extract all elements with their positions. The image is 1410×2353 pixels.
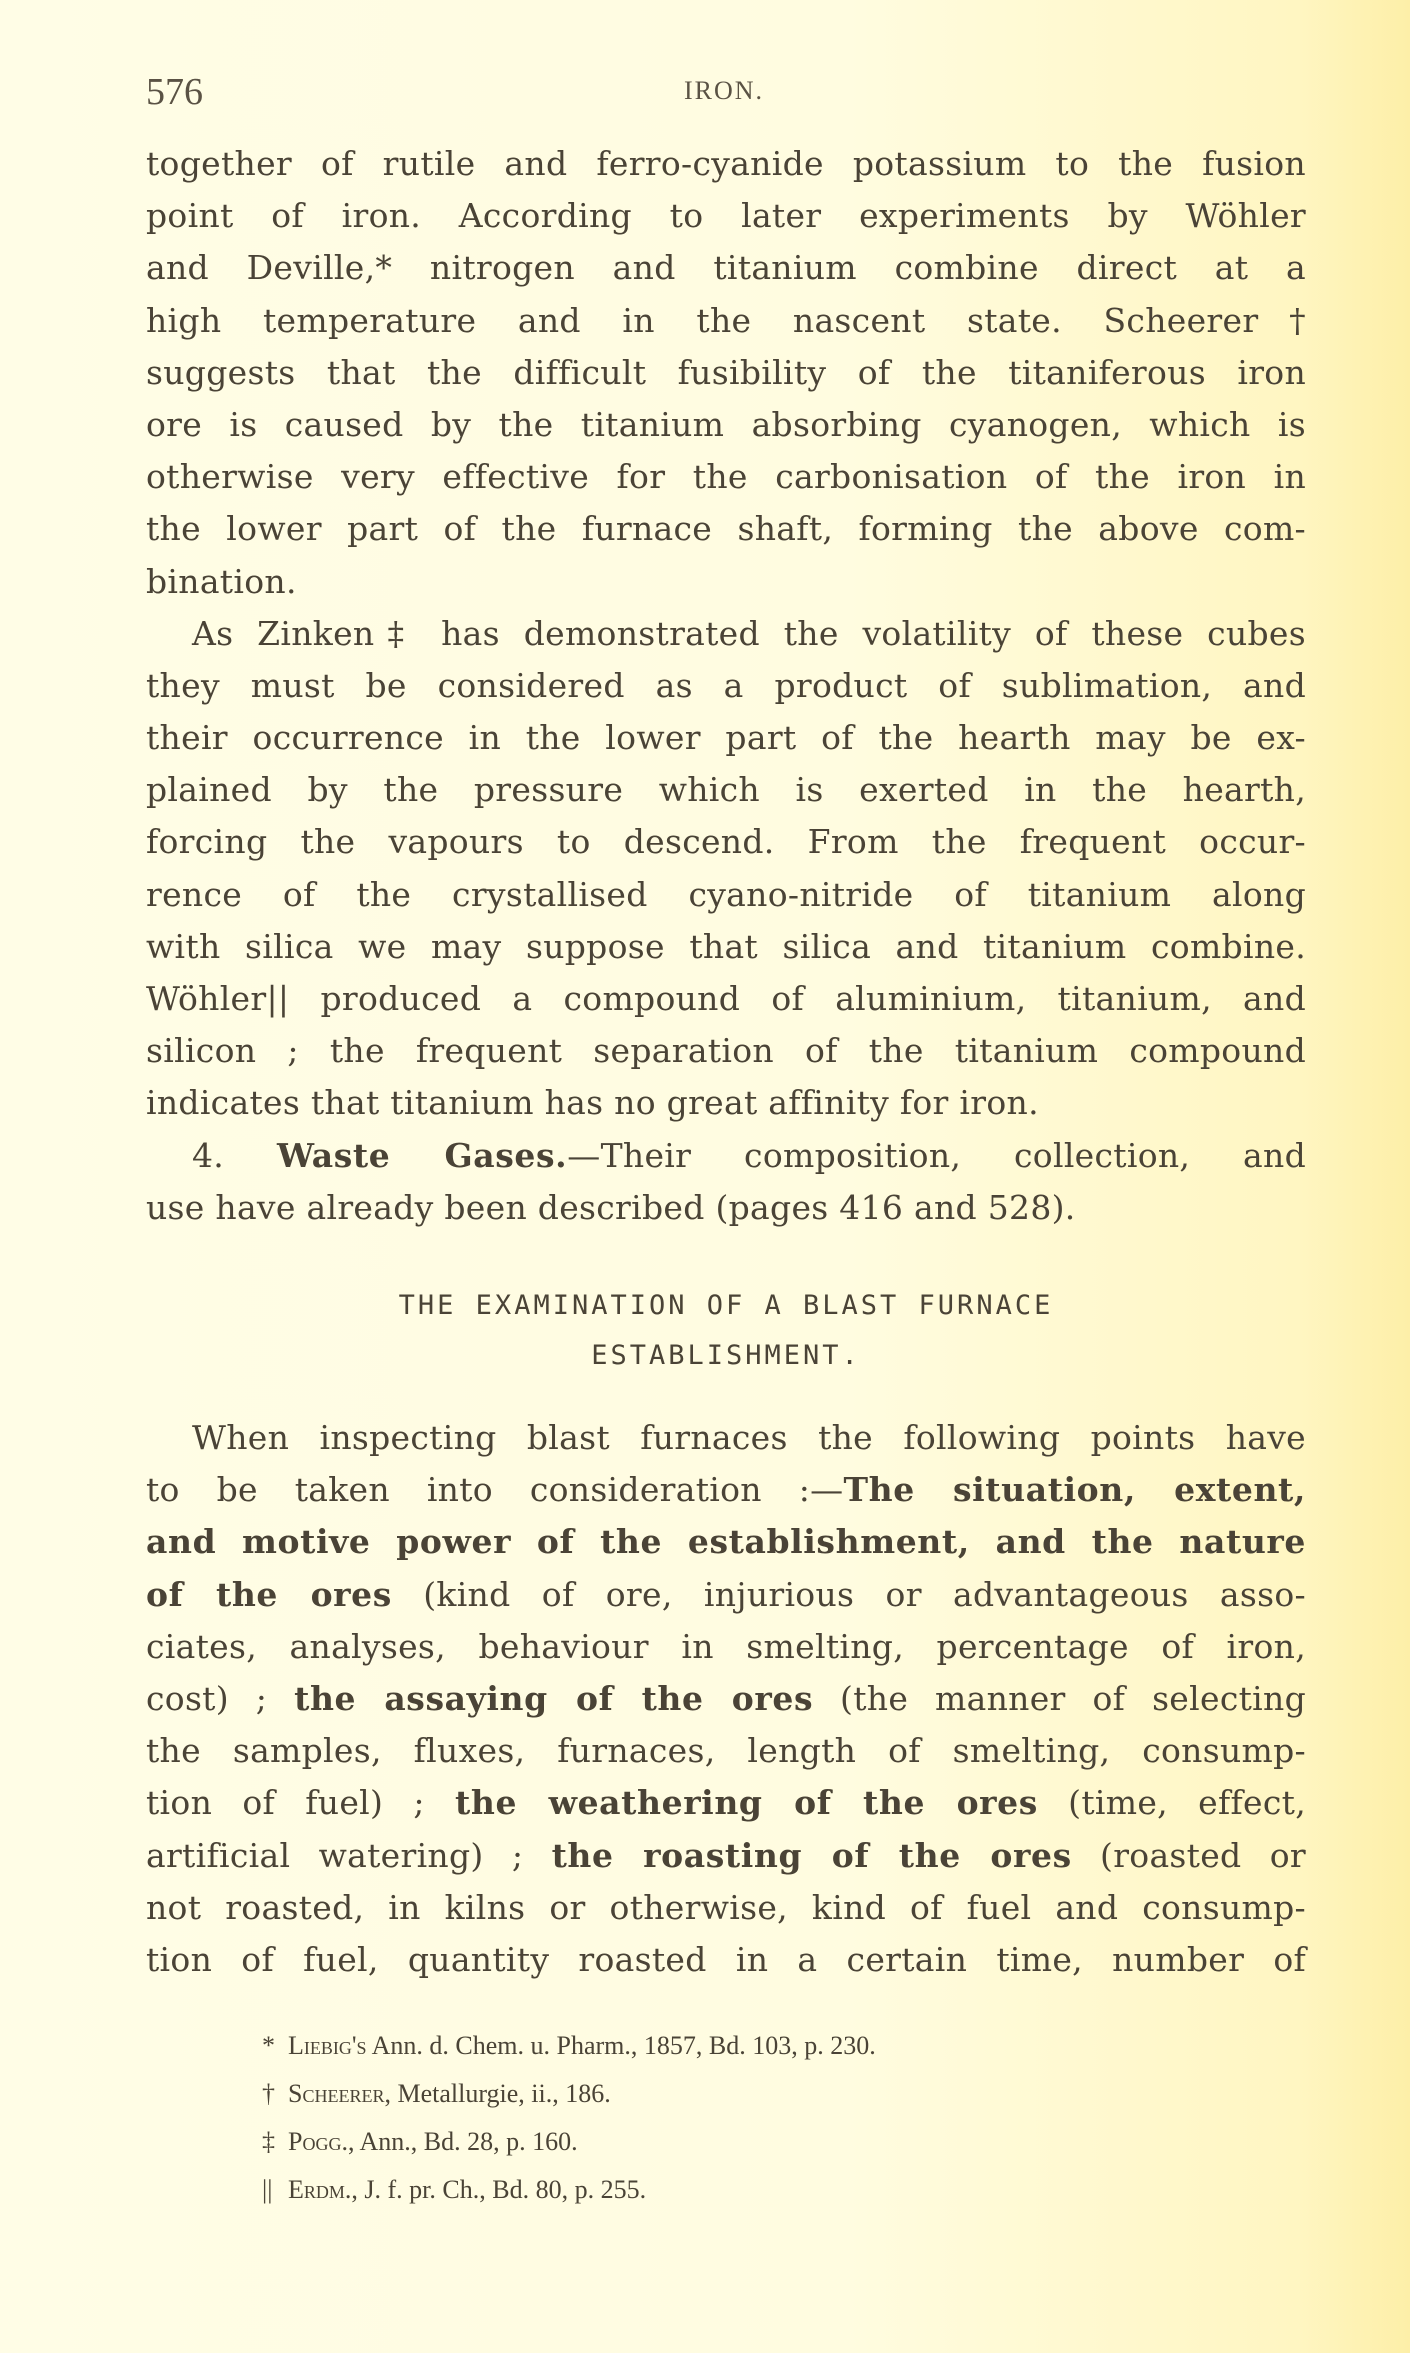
footnotes — [262, 2022, 1262, 2214]
footnote — [262, 2022, 1262, 2070]
body-text-lower — [146, 1412, 1306, 1986]
text-line: tion of fuel, quantity roasted in a certain time, number of — [146, 1939, 1306, 1979]
footnote-mark: ‡ — [262, 2127, 275, 2156]
text-line: their occurrence in the lower part of the hearth may be ex- — [146, 718, 1306, 758]
text-line: together of rutile and ferro-cyanide potassium to the fusion — [146, 144, 1306, 183]
text-run: (the manner of selecting — [813, 1678, 1306, 1718]
footnote-mark: * — [262, 2031, 275, 2060]
text-line — [146, 1464, 1306, 1516]
emphasis-run: the roasting of the ores — [551, 1835, 1072, 1875]
text-line: silicon ; the frequent separation of the titanium compound — [146, 1031, 1306, 1071]
text-line — [146, 1130, 1306, 1182]
text-line: otherwise very effective for the carbonisation of the iron in — [146, 457, 1306, 497]
footnote — [262, 2166, 1262, 2214]
text-line: plained by the pressure which is exerted in the hearth, — [146, 770, 1306, 810]
text-run: (roasted or — [1071, 1835, 1307, 1875]
running-title: IRON. — [683, 76, 765, 105]
section-heading: THE EXAMINATION OF A BLAST FURNACE — [398, 1290, 1054, 1321]
text-run: (time, effect, — [1037, 1783, 1307, 1823]
text-line: As Zinken‡ has demonstrated the volatility of these cubes — [192, 613, 1306, 653]
text-line: forcing the vapours to descend. From the frequent occur- — [146, 822, 1306, 862]
footnote-text: , Ann., Bd. 28, p. 160. — [347, 2127, 578, 2156]
text-run: to be taken into consideration :— — [146, 1470, 844, 1510]
text-line: point of iron. According to later experiments by Wöhler — [146, 196, 1306, 236]
footnote-author: Pogg. — [288, 2127, 348, 2156]
paragraph-waste-gases — [146, 1130, 1306, 1234]
text-line: ciates, analyses, behaviour in smelting, percentage of iron, — [146, 1626, 1306, 1666]
footnote — [262, 2070, 1262, 2118]
page-number: 576 — [146, 71, 203, 113]
run-in-heading: Waste Gases. — [276, 1135, 568, 1175]
section-number: 4. — [192, 1135, 225, 1175]
text-line: Wöhler|| produced a compound of aluminium, titanium, and — [146, 979, 1306, 1018]
paragraph-rutile — [146, 138, 1306, 608]
footnote-text: , Metallurgie, ii., 186. — [384, 2079, 611, 2108]
text-line — [146, 1830, 1306, 1882]
emphasis-run: the weathering of the ores — [455, 1783, 1038, 1823]
text-run: artificial watering) ; — [146, 1835, 552, 1875]
emphasis-run: the assaying of the ores — [294, 1678, 814, 1718]
text-line: and motive power of the establishment, and the nature — [146, 1522, 1306, 1562]
footnote-text: Ann. d. Chem. u. Pharm., 1857, Bd. 103, p. 230. — [366, 2031, 876, 2060]
text-line: they must be considered as a product of sublimation, and — [146, 665, 1306, 705]
text-run: —Their composition, collection, and — [567, 1135, 1307, 1175]
running-head — [146, 70, 1302, 120]
text-line: ore is caused by the titanium absorbing cyanogen, which is — [146, 404, 1306, 444]
text-line: use have already been described (pages 416 and 528). — [146, 1187, 1076, 1227]
text-line: rence of the crystallised cyano-nitride of titanium along — [146, 874, 1306, 914]
footnote-author: Erdm. — [288, 2175, 352, 2204]
text-run: (kind of ore, injurious or advantageous asso- — [391, 1574, 1306, 1614]
text-line — [146, 1569, 1306, 1621]
text-run: tion of fuel) ; — [146, 1783, 456, 1823]
text-line: bination. — [146, 561, 297, 601]
text-run: cost) ; — [146, 1678, 295, 1718]
text-line: suggests that the difficult fusibility of the titaniferous iron — [146, 352, 1306, 392]
text-line: and Deville,* nitrogen and titanium combine direct at a — [146, 248, 1306, 288]
text-line: indicates that titanium has no great affinity for iron. — [146, 1083, 1039, 1123]
section-heading-continued: ESTABLISHMENT. — [591, 1340, 861, 1371]
text-line: the samples, fluxes, furnaces, length of smelting, consump- — [146, 1731, 1306, 1771]
body-text-upper — [146, 138, 1306, 1234]
footnote-mark: † — [262, 2079, 275, 2108]
footnote-text: , J. f. pr. Ch., Bd. 80, p. 255. — [351, 2175, 647, 2204]
footnote — [262, 2118, 1262, 2166]
text-line — [146, 1673, 1306, 1725]
footnote-author: Liebig's — [288, 2031, 367, 2060]
text-line — [146, 1777, 1306, 1829]
text-line: not roasted, in kilns or otherwise, kind of fuel and consump- — [146, 1887, 1306, 1927]
text-line: When inspecting blast furnaces the following points have — [192, 1418, 1306, 1457]
text-line: high temperature and in the nascent state. Scheerer† — [146, 300, 1306, 340]
text-line: with silica we may suppose that silica and titanium combine. — [146, 926, 1306, 966]
paragraph-zinken — [146, 608, 1306, 1130]
emphasis-run: The situation, extent, — [843, 1470, 1306, 1510]
footnote-mark: || — [262, 2175, 273, 2204]
footnote-author: Scheerer — [288, 2079, 385, 2108]
text-line: the lower part of the furnace shaft, forming the above com- — [146, 509, 1306, 549]
emphasis-run: of the ores — [146, 1574, 392, 1614]
